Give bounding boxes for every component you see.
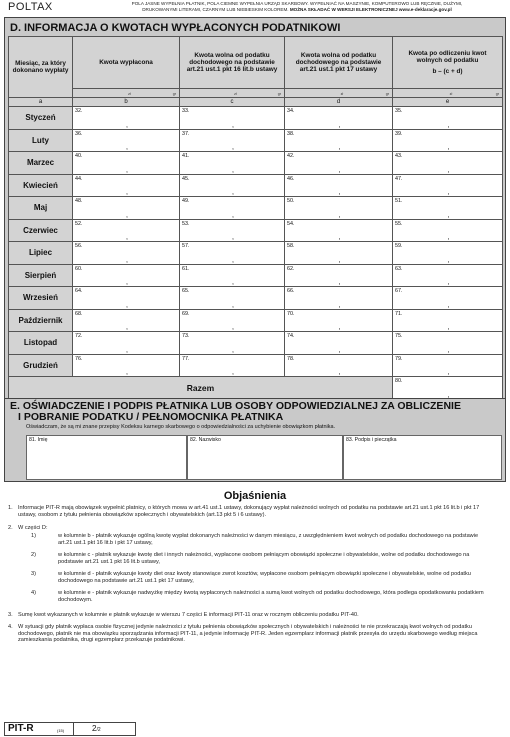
table-row xyxy=(9,107,503,130)
unit-row-c xyxy=(180,89,285,98)
month-label: Grudzień xyxy=(9,354,73,377)
footer-divider xyxy=(73,723,74,736)
unit-row-d xyxy=(285,89,393,98)
explanation-2 xyxy=(8,525,488,532)
amount-field[interactable] xyxy=(73,264,180,287)
sub-number: 3) xyxy=(31,571,36,577)
sub-number: 2) xyxy=(31,552,36,558)
decimal-comma: , xyxy=(338,324,341,331)
field-number: 80. xyxy=(395,378,403,384)
column-letter-d: d xyxy=(285,98,393,107)
first-name-label: 81. Imię xyxy=(29,437,48,443)
table-row xyxy=(9,129,503,152)
poltax-logo: POLTAX xyxy=(8,1,53,13)
field-number: 74. xyxy=(287,333,295,339)
amount-field[interactable] xyxy=(393,264,503,287)
amount-field[interactable] xyxy=(285,219,393,242)
explanation-1-text: Informacje PIT-R mają obowiązek wypełnić płatnicy, o których mowa w art.41 ust.1 ustawy, dokonujący wypłat należności wolnych od podatku na podstawie art.21 ust.1 pkt 16 lit.b i pkt 17 ustawy, osobom z tytułu pełnienia obowiązków społecznych i obywatelskich (art.13 pkt 5 i 6 ustawy). xyxy=(18,505,480,518)
amount-field[interactable] xyxy=(285,309,393,332)
amount-field[interactable] xyxy=(73,174,180,197)
decimal-comma: , xyxy=(338,369,341,376)
amount-field[interactable] xyxy=(73,287,180,310)
month-label: Maj xyxy=(9,197,73,220)
table-row xyxy=(9,174,503,197)
column-header-after-deduction-label: Kwota po odliczeniu kwot wolnych od podatku xyxy=(408,50,487,64)
decimal-comma: , xyxy=(338,166,341,174)
decimal-comma: , xyxy=(232,346,234,354)
field-number: 33. xyxy=(182,108,190,114)
field-number: 38. xyxy=(287,130,295,137)
unit-zl: zł xyxy=(340,92,344,96)
decimal-comma: , xyxy=(447,234,450,241)
field-number: 66. xyxy=(287,288,295,294)
amount-field[interactable] xyxy=(180,219,285,242)
month-label: Marzec xyxy=(9,152,73,175)
decimal-comma: , xyxy=(232,301,234,309)
field-number: 59. xyxy=(395,243,403,249)
field-number: 61. xyxy=(182,265,190,272)
table-row xyxy=(9,332,503,355)
field-number: 35. xyxy=(395,108,403,114)
field-number: 51. xyxy=(395,198,403,204)
amount-field[interactable] xyxy=(180,107,285,130)
unit-zl: zł xyxy=(128,92,131,96)
field-number: 47. xyxy=(395,175,403,182)
decimal-comma: , xyxy=(338,234,341,241)
unit-zl: zł xyxy=(234,92,237,96)
month-label: Luty xyxy=(9,129,73,152)
table-row xyxy=(9,219,503,242)
decimal-comma: , xyxy=(338,346,341,354)
amount-field[interactable] xyxy=(73,242,180,265)
amount-field[interactable] xyxy=(393,107,503,130)
decimal-comma: , xyxy=(447,324,450,331)
decimal-comma: , xyxy=(447,144,450,151)
unit-zl: zł xyxy=(449,92,453,96)
explanation-2-sub-1 xyxy=(31,533,488,546)
table-row xyxy=(9,242,503,265)
explanation-2-number: 2. xyxy=(8,525,13,531)
explanation-3-text: Sumę kwot wykazanych w kolumnie e płatnik wykazuje w wierszu 7 części E informacji PIT-11 oraz w rocznym obliczeniu podatku PIT-40. xyxy=(18,612,359,618)
sub-text: w kolumnie d - płatnik wykazuje kwoty diet oraz kwoty stanowiące zwrot kosztów, wypłacone osobom pełniącym obowiązki społeczne i obywatelskie, wolne od podatku dochodowego na podstawie art.21 ust.1 pkt 17 ustawy, xyxy=(58,571,471,584)
field-number: 44. xyxy=(75,175,83,182)
amount-field[interactable] xyxy=(393,354,503,377)
amount-field[interactable] xyxy=(180,197,285,220)
column-header-free-17: Kwota wolna od podatku dochodowego na podstawie art.21 ust.1 pkt 17 ustawy xyxy=(285,37,393,89)
field-number: 70. xyxy=(287,310,295,317)
decimal-comma: , xyxy=(126,144,128,151)
field-number: 45. xyxy=(182,175,190,182)
amount-field[interactable] xyxy=(285,129,393,152)
sub-text: w kolumnie b - płatnik wykazuje ogólną kwotę wypłat dokonanych należności w danym miesiącu, z uwzględnieniem kwot wolnych od podatku dochodowego na podstawie art.21 ust.1 pkt 16 lit.b i pkt 17 ustawy, xyxy=(58,533,479,546)
field-number: 52. xyxy=(75,220,83,227)
amount-field[interactable] xyxy=(393,287,503,310)
table-row xyxy=(9,309,503,332)
field-number: 57. xyxy=(182,243,190,249)
column-letter-e: e xyxy=(393,98,503,107)
month-rows xyxy=(9,107,503,377)
amount-field[interactable] xyxy=(285,174,393,197)
field-number: 71. xyxy=(395,310,403,317)
amount-field[interactable] xyxy=(180,174,285,197)
signature-label: 83. Podpis i pieczątka xyxy=(346,437,397,443)
decimal-comma: , xyxy=(232,144,234,151)
decimal-comma: , xyxy=(232,211,234,219)
field-number: 48. xyxy=(75,198,83,204)
last-name-label: 82. Nazwisko xyxy=(190,437,221,443)
decimal-comma: , xyxy=(126,346,128,354)
amount-field[interactable] xyxy=(180,264,285,287)
amount-field[interactable] xyxy=(73,107,180,130)
decimal-comma: , xyxy=(126,211,128,219)
amounts-table xyxy=(8,36,503,400)
amount-field[interactable] xyxy=(393,197,503,220)
field-number: 54. xyxy=(287,220,295,227)
month-label: Lipiec xyxy=(9,242,73,265)
field-number: 58. xyxy=(287,243,295,249)
column-header-formula: b – (c + d) xyxy=(432,68,463,75)
amount-field[interactable] xyxy=(285,332,393,355)
decimal-comma: , xyxy=(338,144,341,151)
form-code: PIT-R xyxy=(8,723,34,734)
field-number: 55. xyxy=(395,220,403,227)
amount-field[interactable] xyxy=(180,152,285,175)
table-row xyxy=(9,264,503,287)
amount-field[interactable] xyxy=(393,219,503,242)
amount-field[interactable] xyxy=(73,354,180,377)
amount-field[interactable] xyxy=(180,354,285,377)
unit-gr: gr xyxy=(172,92,176,96)
signature-field[interactable] xyxy=(343,435,502,480)
field-number: 34. xyxy=(287,108,295,114)
sub-number: 4) xyxy=(31,590,36,596)
unit-row-b xyxy=(73,89,180,98)
declaration-text: Oświadczam, że są mi znane przepisy Kodeksu karnego skarbowego o odpowiedzialności za uchybienie obowiązkom płatnika. xyxy=(26,424,336,430)
amount-field[interactable] xyxy=(393,309,503,332)
decimal-comma: , xyxy=(447,211,450,219)
sub-number: 1) xyxy=(31,533,36,539)
field-number: 67. xyxy=(395,288,403,294)
first-name-field[interactable] xyxy=(26,435,187,480)
field-number: 78. xyxy=(287,355,295,362)
decimal-comma: , xyxy=(232,369,234,376)
field-number: 43. xyxy=(395,153,403,159)
decimal-comma: , xyxy=(232,189,234,196)
total-field[interactable] xyxy=(393,377,503,400)
column-header-free-16b: Kwota wolna od podatku dochodowego na podstawie art.21 ust.1 pkt 16 lit.b ustawy xyxy=(180,37,285,89)
decimal-comma: , xyxy=(126,301,128,309)
explanation-3 xyxy=(8,612,488,619)
field-number: 49. xyxy=(182,198,190,204)
amount-field[interactable] xyxy=(393,242,503,265)
section-e-title xyxy=(10,401,500,423)
explanation-2-sub-3 xyxy=(31,571,488,584)
table-row xyxy=(9,152,503,175)
month-label: Wrzesień xyxy=(9,287,73,310)
field-number: 40. xyxy=(75,153,83,159)
field-number: 62. xyxy=(287,265,295,272)
unit-gr: gr xyxy=(277,92,281,96)
field-number: 68. xyxy=(75,310,83,317)
header-note-line2-b: MOŻNA SKŁADAĆ W WERSJI ELEKTRONICZNEJ xyxy=(289,7,398,12)
field-number: 73. xyxy=(182,333,190,339)
explanation-1 xyxy=(8,505,488,518)
decimal-comma: , xyxy=(338,301,341,309)
amount-field[interactable] xyxy=(180,287,285,310)
amount-field[interactable] xyxy=(393,174,503,197)
decimal-comma: , xyxy=(232,166,234,174)
decimal-comma: , xyxy=(447,256,450,264)
field-number: 63. xyxy=(395,265,403,272)
explanation-4-text: W sytuacji gdy płatnik wypłaca osobie fizycznej jedynie należności z tytułu pełnienia obowiązków społecznych i obywatelskich i należności te nie przekraczają kwot wolnych od podatku dochodowego, płatnik nie ma obowiązku sporządzania informacji PIT-11, a jedynie informację PIT-R. Jeden egzemplarz informacji płatnik przesyła do urzędu skarbowego według miejsca zamieszkania podatnika, drugi egzemplarz przekazuje podatnikowi. xyxy=(18,624,478,644)
amount-field[interactable] xyxy=(285,152,393,175)
month-label: Listopad xyxy=(9,332,73,355)
field-number: 39. xyxy=(395,130,403,137)
sub-text: w kolumnie c - płatnik wykazuje kwotę diet i innych należności, wypłacone osobom pełniącym obowiązki społeczne i obywatelskie, wolne od podatku dochodowego na podstawie art.21 ust.1 pkt 16 lit.b ustawy, xyxy=(58,552,470,565)
amount-field[interactable] xyxy=(393,129,503,152)
decimal-comma: , xyxy=(232,279,234,286)
decimal-comma: , xyxy=(126,279,128,286)
form-version: (15) xyxy=(57,728,65,733)
decimal-comma: , xyxy=(232,234,234,241)
decimal-comma: , xyxy=(126,324,128,331)
decimal-comma: , xyxy=(126,256,128,264)
field-number: 75. xyxy=(395,333,403,339)
decimal-comma: , xyxy=(126,189,128,196)
decimal-comma: , xyxy=(232,256,234,264)
column-header-after-deduction xyxy=(393,37,503,89)
decimal-comma: , xyxy=(447,391,450,399)
month-label: Sierpień xyxy=(9,264,73,287)
decimal-comma: , xyxy=(126,234,128,241)
decimal-comma: , xyxy=(447,279,450,286)
decimal-comma: , xyxy=(338,279,341,286)
amount-field[interactable] xyxy=(285,242,393,265)
field-number: 41. xyxy=(182,153,190,159)
amount-field[interactable] xyxy=(285,264,393,287)
field-number: 37. xyxy=(182,130,190,137)
column-letter-b: b xyxy=(73,98,180,107)
decimal-comma: , xyxy=(126,121,128,129)
decimal-comma: , xyxy=(447,346,450,354)
month-label: Styczeń xyxy=(9,107,73,130)
month-label: Kwiecień xyxy=(9,174,73,197)
month-label: Czerwiec xyxy=(9,219,73,242)
sub-text: w kolumnie e - płatnik wykazuje nadwyżkę między kwotą wypłaconych należności a sumą kwot wolnych od podatku dochodowego, która podlega opodatkowaniu podatkiem dochodowym. xyxy=(58,590,484,603)
table-row xyxy=(9,197,503,220)
field-number: 36. xyxy=(75,130,83,137)
column-header-month: Miesiąc, za który dokonano wypłaty xyxy=(9,37,73,98)
table-row xyxy=(9,287,503,310)
field-number: 53. xyxy=(182,220,190,227)
field-number: 76. xyxy=(75,355,83,362)
page-total: /2 xyxy=(96,727,101,733)
decimal-comma: , xyxy=(126,369,128,376)
total-label: Razem xyxy=(9,377,393,400)
amount-field[interactable] xyxy=(180,309,285,332)
decimal-comma: , xyxy=(447,166,450,174)
unit-row-e xyxy=(393,89,503,98)
decimal-comma: , xyxy=(338,256,341,264)
header-note-line2-c: www.e-deklaracje.gov.pl xyxy=(398,7,452,12)
unit-gr: gr xyxy=(495,92,499,96)
field-number: 64. xyxy=(75,288,83,294)
field-number: 72. xyxy=(75,333,83,339)
amount-field[interactable] xyxy=(73,152,180,175)
amount-field[interactable] xyxy=(393,332,503,355)
table-row xyxy=(9,354,503,377)
decimal-comma: , xyxy=(338,189,341,196)
page-number xyxy=(92,724,101,733)
amount-field[interactable] xyxy=(73,332,180,355)
field-number: 50. xyxy=(287,198,295,204)
decimal-comma: , xyxy=(447,369,450,376)
explanation-1-number: 1. xyxy=(8,505,13,511)
amount-field[interactable] xyxy=(285,107,393,130)
page-current: 2 xyxy=(92,724,97,733)
amount-field[interactable] xyxy=(180,242,285,265)
explanation-2-sub-4 xyxy=(31,590,488,603)
amount-field[interactable] xyxy=(180,332,285,355)
decimal-comma: , xyxy=(232,324,234,331)
header-note-line1: POLA JASNE WYPEŁNIA PŁATNIK, POLA CIEMNE WYPEŁNIA URZĄD SKARBOWY. WYPEŁNIAĆ NA MASZYNIE, KOMPUTEROWO LUB RĘCZNIE, DUŻYMI, xyxy=(131,1,463,6)
amount-field[interactable] xyxy=(73,219,180,242)
field-number: 79. xyxy=(395,355,403,362)
amount-field[interactable] xyxy=(393,152,503,175)
section-e-title-line1: E. OŚWIADCZENIE I PODPIS PŁATNIKA LUB OSOBY ODPOWIEDZIALNEJ ZA OBLICZENIE xyxy=(10,400,461,412)
decimal-comma: , xyxy=(447,301,450,309)
amount-field[interactable] xyxy=(73,197,180,220)
unit-gr: gr xyxy=(385,92,389,96)
field-number: 32. xyxy=(75,108,83,114)
explanation-4 xyxy=(8,624,488,644)
column-letter-c: c xyxy=(180,98,285,107)
decimal-comma: , xyxy=(232,121,234,129)
header-note-line2-a: DRUKOWANYMI LITERAMI, CZARNYM LUB NIEBIESKIM KOLOREM. xyxy=(142,7,289,12)
amount-field[interactable] xyxy=(285,287,393,310)
amount-field[interactable] xyxy=(285,197,393,220)
explanation-2-sub-2 xyxy=(31,552,488,565)
field-number: 56. xyxy=(75,243,83,249)
decimal-comma: , xyxy=(338,211,341,219)
field-number: 60. xyxy=(75,265,83,272)
explanation-4-number: 4. xyxy=(8,624,13,630)
explanation-3-number: 3. xyxy=(8,612,13,618)
explanations-title: Objaśnienia xyxy=(223,490,287,502)
month-label: Październik xyxy=(9,309,73,332)
column-header-paid: Kwota wypłacona xyxy=(73,37,180,89)
last-name-field[interactable] xyxy=(187,435,343,480)
amount-field[interactable] xyxy=(180,129,285,152)
field-number: 46. xyxy=(287,175,295,182)
decimal-comma: , xyxy=(447,121,450,129)
amount-field[interactable] xyxy=(73,129,180,152)
amount-field[interactable] xyxy=(73,309,180,332)
decimal-comma: , xyxy=(447,189,450,196)
explanation-2-text: W części D: xyxy=(18,525,48,531)
decimal-comma: , xyxy=(126,166,128,174)
section-d-title: D. INFORMACJA O KWOTACH WYPŁACONYCH PODATNIKOWI xyxy=(10,22,341,34)
field-number: 42. xyxy=(287,153,295,159)
section-e-title-line2: I POBRANIE PODATKU / PEŁNOMOCNIKA PŁATNIKA xyxy=(18,411,284,423)
header-instructions xyxy=(90,1,504,13)
field-number: 69. xyxy=(182,310,190,317)
column-letter-a: a xyxy=(9,98,73,107)
field-number: 77. xyxy=(182,355,190,362)
header-note-line2 xyxy=(90,7,504,13)
amount-field[interactable] xyxy=(285,354,393,377)
decimal-comma: , xyxy=(338,121,341,129)
field-number: 65. xyxy=(182,288,190,294)
